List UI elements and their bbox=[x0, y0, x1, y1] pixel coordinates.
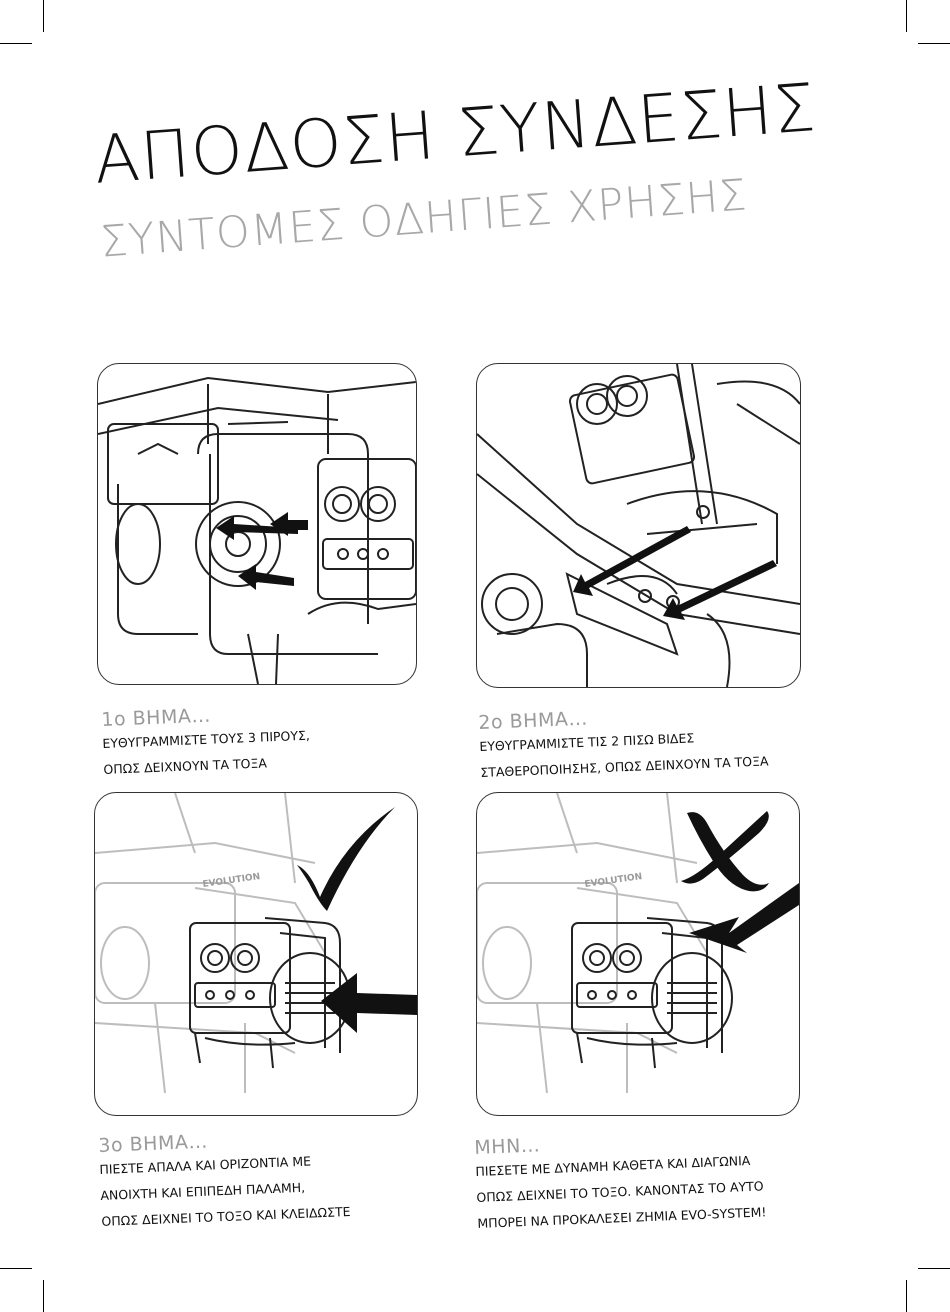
arrow-icon bbox=[216, 512, 308, 590]
step-2-line: ΣΤΑΘΕΡΟΠΟΙΗΣΗΣ, ΟΠΩΣ ΔΕΙΝΧΟΥΝ ΤΑ ΤΟΞΑ bbox=[480, 753, 769, 780]
generator-alignment-drawing bbox=[98, 364, 416, 684]
generator-push-wrong-drawing bbox=[477, 793, 799, 1115]
step-1-line: ΕΥΘΥΓΡΑΜΜΙΣΤΕ ΤΟΥΣ 3 ΠΙΡΟΥΣ, bbox=[102, 727, 311, 751]
title-block bbox=[91, 69, 860, 268]
generator-rear-screws-drawing bbox=[477, 364, 800, 687]
check-mark-icon bbox=[297, 807, 395, 911]
crop-mark bbox=[918, 1268, 950, 1269]
page-title: ΑΠΟΔΟΣΗ ΣΥΝΔΕΣΗΣ bbox=[91, 69, 819, 199]
dont-line: ΠΙΕΣΕΤΕ ΜΕ ΔΥΝΑΜΗ ΚΑΘΕΤΑ ΚΑΙ ΔΙΑΓΩΝΙΑ bbox=[475, 1152, 751, 1179]
crop-mark bbox=[43, 0, 44, 32]
arrow-icon bbox=[321, 973, 417, 1033]
step-1-caption bbox=[101, 701, 311, 783]
dont-heading: ΜΗΝ… bbox=[474, 1134, 541, 1159]
step-1-line: ΟΠΩΣ ΔΕΙΧΝΟΥΝ ΤΑ ΤΟΞΑ bbox=[103, 755, 268, 777]
step-1-heading: 1ο ΒΗΜΑ… bbox=[101, 704, 212, 731]
dont-line: ΟΠΩΣ ΔΕΙΧΝΕΙ ΤΟ ΤΟΞΟ. ΚΑΝΟΝΤΑΣ ΤΟ ΑΥΤΟ bbox=[476, 1178, 764, 1205]
crop-mark bbox=[906, 0, 907, 32]
crop-mark bbox=[0, 1268, 32, 1269]
step-3-line: ΟΠΩΣ ΔΕΙΧΝΕΙ ΤΟ ΤΟΞΟ ΚΑΙ ΚΛΕΙΔΩΣΤΕ bbox=[101, 1203, 351, 1229]
step-3-illustration bbox=[94, 792, 418, 1116]
step-3-line: ΠΙΕΣΤΕ ΑΠΑΛΑ ΚΑΙ ΟΡΙΖΟΝΤΙΑ ΜΕ bbox=[99, 1153, 312, 1177]
step-3-heading: 3ο ΒΗΜΑ… bbox=[98, 1130, 209, 1157]
step-2-heading: 2ο ΒΗΜΑ… bbox=[478, 707, 589, 734]
step-2-line: ΕΥΘΥΓΡΑΜΜΙΣΤΕ ΤΙΣ 2 ΠΙΣΩ ΒΙΔΕΣ bbox=[479, 730, 695, 754]
crop-mark bbox=[43, 1280, 44, 1312]
dont-illustration bbox=[476, 792, 800, 1116]
brand-label: EVOLUTION bbox=[584, 871, 643, 890]
crop-mark bbox=[906, 1280, 907, 1312]
step-3-caption bbox=[98, 1125, 351, 1235]
dont-line: ΜΠΟΡΕΙ ΝΑ ΠΡΟΚΑΛΕΣΕΙ ΖΗΜΙΑ EVO-SYSTEM! bbox=[477, 1204, 767, 1231]
crop-mark bbox=[0, 43, 32, 44]
arrow-icon bbox=[689, 883, 799, 953]
step-2-illustration bbox=[476, 363, 801, 688]
dont-caption bbox=[474, 1125, 767, 1237]
step-2-caption bbox=[478, 700, 769, 786]
step-3-line: ΑΝΟΙΧΤΗ ΚΑΙ ΕΠΙΠΕΔΗ ΠΑΛΑΜΗ, bbox=[100, 1179, 306, 1203]
cross-mark-icon bbox=[681, 811, 769, 891]
brand-label: EVOLUTION bbox=[202, 871, 261, 890]
step-1-illustration bbox=[97, 363, 417, 685]
page-subtitle: ΣΥΝΤΟΜΕΣ ΟΔΗΓΙΕΣ ΧΡΗΣΗΣ bbox=[98, 170, 749, 268]
generator-push-correct-drawing bbox=[95, 793, 417, 1115]
crop-mark bbox=[918, 43, 950, 44]
